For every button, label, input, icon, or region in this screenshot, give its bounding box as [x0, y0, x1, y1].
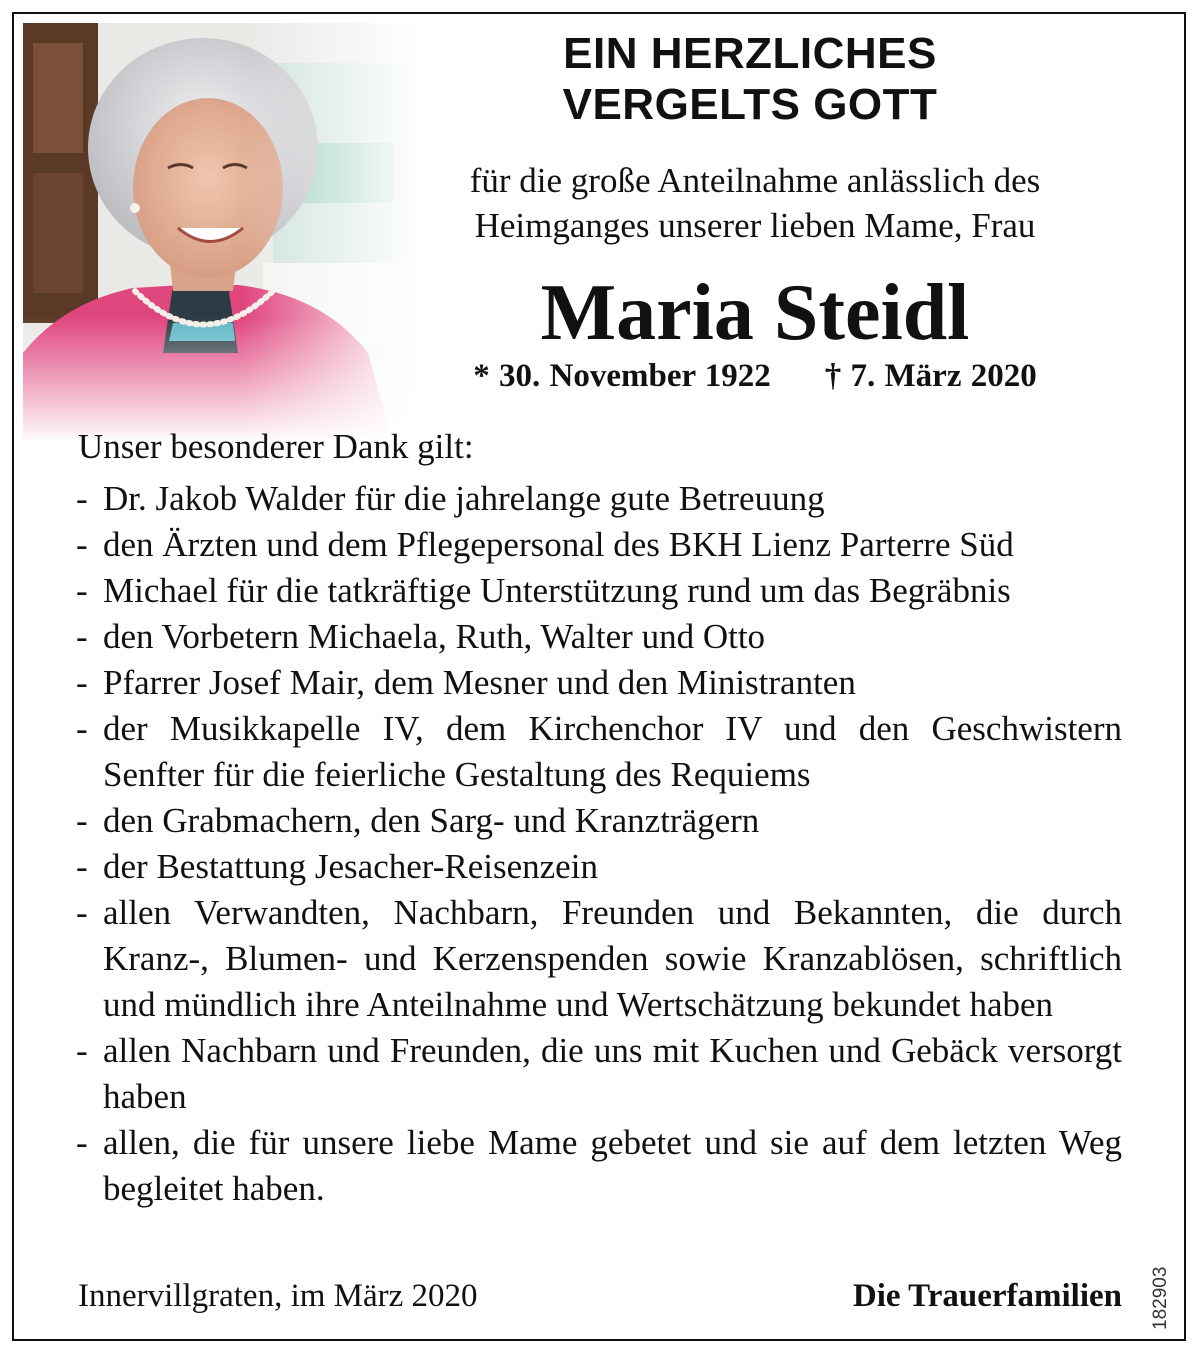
list-dash: - [76, 1123, 88, 1162]
intro-line-2: Heimganges unserer lieben Mame, Frau [474, 206, 1036, 245]
list-item [76, 844, 1122, 890]
list-dash: - [76, 847, 88, 886]
list-dash: - [76, 617, 88, 656]
list-item [76, 1028, 1122, 1120]
headline-line-1: EIN HERZLICHES [563, 29, 937, 78]
list-dash: - [76, 893, 88, 932]
birth-date: * 30. November 1922 [473, 358, 771, 394]
list-dash: - [76, 1031, 88, 1070]
list-item-text: der Bestattung Jesacher-Reisenzein [103, 847, 598, 886]
list-item [76, 522, 1122, 568]
list-item-text: den Grabmachern, den Sarg- und Kranzträgern [103, 801, 760, 840]
list-item [76, 706, 1122, 798]
list-item [76, 1120, 1122, 1212]
list-item-text: allen, die für unsere liebe Mame gebetet und sie auf dem letzten Weg begleitet haben. [103, 1123, 1122, 1208]
list-dash: - [76, 709, 88, 748]
intro-text [400, 158, 1110, 248]
list-item-text: Michael für die tatkräftige Unterstützung rund um das Begräbnis [103, 571, 1011, 610]
list-item-text: allen Verwandten, Nachbarn, Freunden und Bekannten, die durch Kranz-, Blumen- und Kerzenspenden sowie Kranzablösen, schriftlich und mündlich ihre Anteilnahme und Wertschätzung bekundet haben [103, 893, 1122, 1024]
list-dash: - [76, 801, 88, 840]
signoff: Die Trauerfamilien [852, 1278, 1122, 1314]
headline [440, 28, 1060, 130]
deceased-name: Maria Steidl [540, 269, 970, 357]
intro-line-1: für die große Anteilnahme anlässlich des [469, 161, 1041, 200]
list-item-text: den Ärzten und dem Pflegepersonal des BKH Lienz Parterre Süd [103, 525, 1014, 564]
portrait-photo [23, 23, 423, 443]
place-and-date: Innervillgraten, im März 2020 [78, 1278, 478, 1314]
list-item-text: Dr. Jakob Walder für die jahrelange gute Betreuung [103, 479, 825, 518]
death-date: † 7. März 2020 [824, 358, 1037, 394]
list-dash: - [76, 479, 88, 518]
list-item [76, 798, 1122, 844]
list-item [76, 660, 1122, 706]
list-item [76, 890, 1122, 1028]
list-item [76, 614, 1122, 660]
list-dash: - [76, 571, 88, 610]
headline-line-2: VERGELTS GOTT [562, 80, 938, 129]
list-item-text: der Musikkapelle IV, dem Kirchenchor IV und den Geschwistern Senfter für die feierliche Gestaltung des Requiems [103, 709, 1122, 794]
list-item [76, 476, 1122, 522]
list-item [76, 568, 1122, 614]
thanks-heading: Unser besonderer Dank gilt: [78, 427, 474, 466]
list-item-text: allen Nachbarn und Freunden, die uns mit Kuchen und Gebäck versorgt haben [103, 1031, 1122, 1116]
ad-code: 182903 [1150, 1266, 1171, 1330]
life-dates [400, 354, 1110, 398]
list-dash: - [76, 525, 88, 564]
list-dash: - [76, 663, 88, 702]
list-item-text: Pfarrer Josef Mair, dem Mesner und den Ministranten [103, 663, 856, 702]
thanks-list [76, 476, 1122, 1212]
list-item-text: den Vorbetern Michaela, Ruth, Walter und Otto [103, 617, 766, 656]
